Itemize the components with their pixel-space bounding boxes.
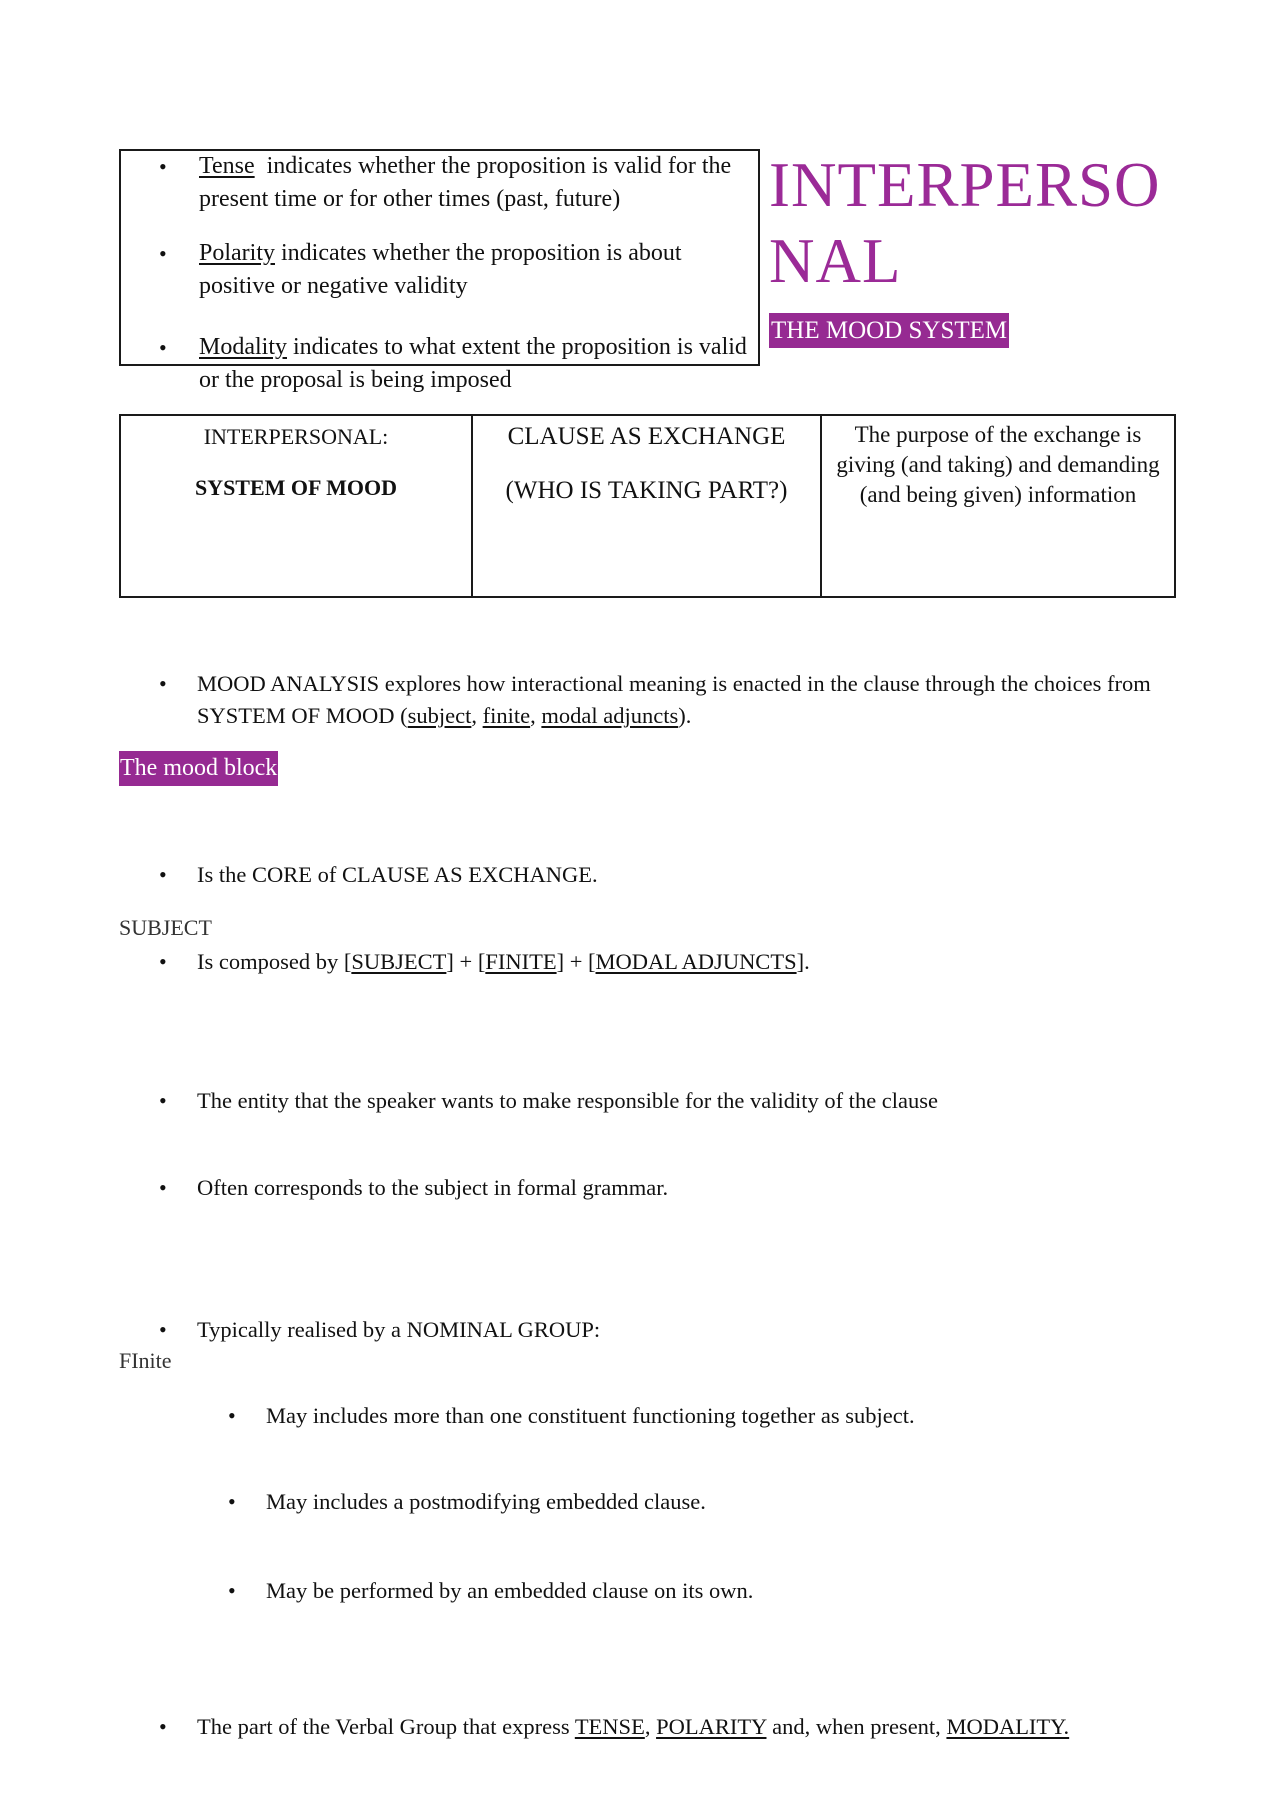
separator: , xyxy=(471,703,483,728)
subject-formal: Often corresponds to the subject in formal grammar. xyxy=(197,1175,669,1200)
definition-text: indicates to what extent the proposition is valid or the proposal is being imposed xyxy=(199,334,747,393)
sub-list-item xyxy=(228,1575,1216,1607)
table-cell xyxy=(121,416,471,596)
list-item xyxy=(159,859,1197,891)
link-tense: TENSE xyxy=(574,1714,645,1739)
finite-definition: The part of the Verbal Group that express xyxy=(197,1714,575,1739)
link-finite-upper: FINITE xyxy=(485,949,557,974)
term-modality: Modality xyxy=(199,334,287,360)
separator: , xyxy=(644,1714,657,1739)
mood-block-core: Is the CORE of CLAUSE AS EXCHANGE. xyxy=(197,862,598,887)
list-item xyxy=(159,946,1197,978)
subject-definition: The entity that the speaker wants to make responsible for the validity of the clause xyxy=(197,1088,939,1113)
link-polarity: POLARITY xyxy=(656,1714,767,1739)
list-item xyxy=(159,1711,1197,1743)
finite-mid: and, when present, xyxy=(766,1714,947,1739)
composed-prefix: Is composed by [ xyxy=(197,949,352,974)
finite-heading: FInite xyxy=(119,1348,172,1373)
cell-label: (WHO IS TAKING PART?) xyxy=(505,477,788,504)
definition-text: indicates whether the proposition is valid for the present time or for other times (past, future) xyxy=(199,153,738,212)
table-cell xyxy=(471,416,820,596)
term-polarity: Polarity xyxy=(199,240,275,266)
list-item xyxy=(159,1085,1197,1117)
link-subject: subject xyxy=(407,703,472,728)
sub-item-text: May includes a postmodifying embedded clause. xyxy=(266,1489,706,1514)
list-item xyxy=(159,1172,1197,1204)
list-item xyxy=(159,331,749,397)
sub-list-item xyxy=(228,1486,1216,1518)
cell-label: CLAUSE AS EXCHANGE xyxy=(507,423,786,450)
list-item xyxy=(159,237,749,303)
link-subject-upper: SUBJECT xyxy=(351,949,447,974)
list-item xyxy=(159,1314,1197,1346)
cell-label-bold: SYSTEM OF MOOD xyxy=(194,475,398,500)
link-modal-adjuncts-upper: MODAL ADJUNCTS xyxy=(595,949,797,974)
mood-analysis-text: MOOD ANALYSIS explores how interactional meaning is enacted in the clause through the choices from SYSTEM OF MOOD ( xyxy=(197,671,1151,728)
sub-item-text: May be performed by an embedded clause on its own. xyxy=(266,1578,754,1603)
link-modality: MODALITY. xyxy=(946,1714,1070,1739)
link-modal-adjuncts: modal adjuncts xyxy=(541,703,679,728)
separator: , xyxy=(530,703,542,728)
sub-item-text: May includes more than one constituent functioning together as subject. xyxy=(266,1403,915,1428)
definition-text: indicates whether the proposition is about positive or negative validity xyxy=(199,240,682,299)
mood-analysis-item xyxy=(159,668,1197,732)
subtitle-band: THE MOOD SYSTEM xyxy=(769,313,1009,348)
closing: ]. xyxy=(796,949,810,974)
subject-realisation: Typically realised by a NOMINAL GROUP: xyxy=(197,1317,601,1342)
sub-list-item xyxy=(228,1400,1216,1432)
page-title: INTERPERSONAL xyxy=(769,150,1161,296)
list-item xyxy=(159,150,749,216)
separator: ] + [ xyxy=(446,949,486,974)
cell-label: INTERPERSONAL: xyxy=(203,424,389,449)
cell-text: The purpose of the exchange is giving (and taking) and demanding (and being given) information xyxy=(836,422,1160,507)
table-cell xyxy=(820,416,1174,596)
overview-table xyxy=(119,414,1176,598)
closing: ). xyxy=(678,703,692,728)
separator: ] + [ xyxy=(556,949,596,974)
definition-list xyxy=(159,150,749,418)
link-finite: finite xyxy=(482,703,531,728)
mood-block-heading: The mood block xyxy=(119,751,278,786)
term-tense: Tense xyxy=(199,153,255,179)
subject-heading: SUBJECT xyxy=(119,915,212,940)
